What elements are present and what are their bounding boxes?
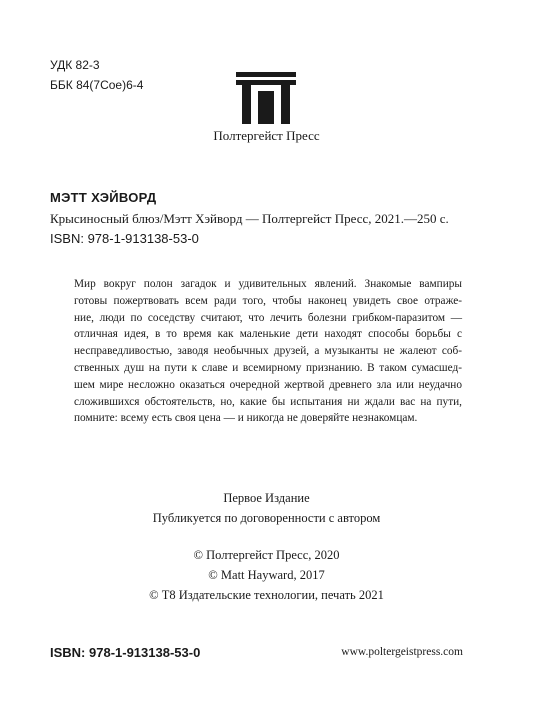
annotation-line: ние, люди по соседству считают, что лечить болезни грибком-паразитом —	[74, 311, 462, 324]
annotation-line: ственных душ на пути к славе и всемирному признанию. В таком сумасшед-	[74, 361, 462, 374]
edition-note: Первое Издание	[223, 491, 310, 505]
bbk-code: ББК 84(7Сое)6-4	[50, 78, 144, 92]
book-author: МЭТТ ХЭЙВОРД	[50, 190, 157, 205]
publisher-logo-icon	[236, 72, 296, 124]
bibliographic-line: Крысиносный блюз/Мэтт Хэйворд — Полтергейст Пресс, 2021.—250 с.	[50, 211, 449, 226]
annotation-line: сложившихся обстоятельств, но, какие бы испытания ни ждали вас на пути,	[74, 395, 462, 408]
annotation-line: готовы пожертвовать всем ради того, чтобы наконец увидеть свое отраже-	[74, 294, 462, 307]
annotation-line: шем мире несложно оказаться очередной жертвой древнего зла или неудачно	[74, 378, 462, 391]
copyright-line: © Т8 Издательские технологии, печать 2021	[149, 588, 384, 602]
copyright-line: © Matt Hayward, 2017	[208, 568, 325, 582]
publisher-name: Полтергейст Пресс	[213, 128, 320, 143]
publisher-website: www.poltergeistpress.com	[341, 646, 463, 658]
annotation-line: несправедливостью, заводя необычных друзей, а музыканты не жалеют соб-	[74, 345, 462, 358]
udk-code: УДК 82-3	[50, 58, 100, 72]
annotation-line: отличная идея, в то время как маленькие дети находят способы борьбы с	[74, 328, 462, 341]
isbn-bottom: ISBN: 978-1-913138-53-0	[50, 645, 201, 660]
isbn-top: ISBN: 978-1-913138-53-0	[50, 231, 199, 246]
agreement-note: Публикуется по договоренности с автором	[152, 511, 381, 525]
annotation-line: Мир вокруг полон загадок и удивительных явлений. Знакомые вампиры	[74, 278, 462, 290]
annotation-line: помните: всему есть своя цена — и никогда не доверяйте незнакомцам.	[74, 412, 418, 425]
copyright-line: © Полтергейст Пресс, 2020	[193, 548, 340, 562]
book-annotation	[74, 276, 462, 427]
